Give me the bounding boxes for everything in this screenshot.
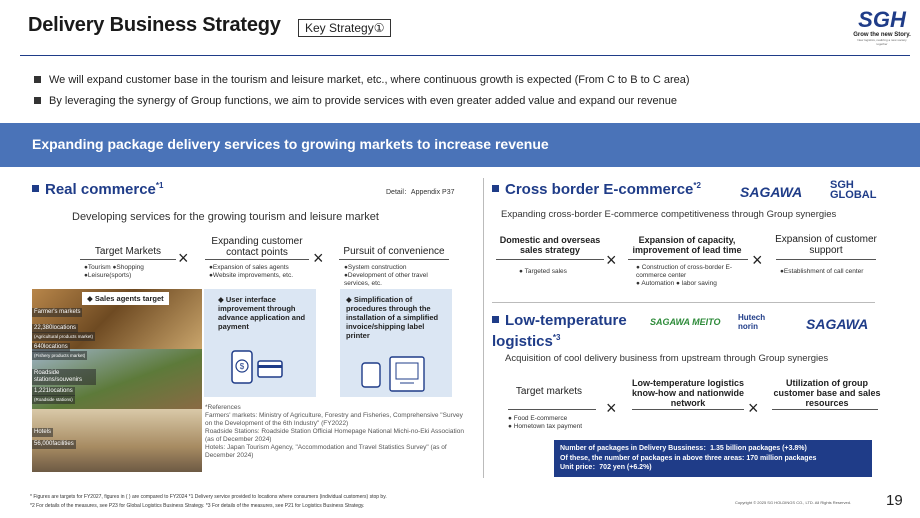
convenience-items: ●System construction ●Development of other travel services, etc. xyxy=(344,264,428,287)
logo-tagline: Grow the new Story. xyxy=(853,32,911,38)
simplification-text: ◆ Simplification of procedures through the installation of a simplified invoice/shipping label printer xyxy=(346,295,439,340)
detail-reference: Detail：Appendix P37 xyxy=(386,189,455,196)
capacity-items: ● Construction of cross-border E-commerce center ● Automation ● labor saving xyxy=(636,264,733,287)
heading-underline xyxy=(496,259,604,260)
sales-strategy-heading: Domestic and overseas sales strategy xyxy=(499,235,601,255)
heading-underline xyxy=(772,409,878,410)
ui-improvement-text: ◆ User interface improvement through advance application and payment xyxy=(218,295,306,331)
roadside-station-label: Roadside stations/souvenirs xyxy=(32,369,96,385)
smartphone-payment-icon xyxy=(228,347,288,387)
low-temp-target-heading: Target markets xyxy=(515,386,583,397)
sales-agents-target-label: ◆ Sales agents target xyxy=(82,292,169,305)
company-logo xyxy=(852,8,912,46)
real-commerce-title-text: Real commerce xyxy=(45,181,156,198)
vertical-divider xyxy=(483,178,484,478)
convenience-heading: Pursuit of convenience xyxy=(343,246,445,257)
heading-underline xyxy=(80,259,176,260)
times-icon: × xyxy=(748,398,759,418)
times-icon: × xyxy=(178,248,189,268)
packages-info-box xyxy=(554,440,872,477)
footnote-2: *2 For details of the measures, see P23 for Global Logistics Business Strategy. *3 For details of the measures, see P21 for Logistics Business Strategy. xyxy=(30,503,365,509)
cross-border-sup: *2 xyxy=(693,181,701,190)
heading-underline xyxy=(205,259,309,260)
hotels-label: Hotels xyxy=(34,429,52,435)
times-icon: × xyxy=(606,398,617,418)
times-icon: × xyxy=(313,248,324,268)
support-items: ●Establishment of call center xyxy=(780,268,864,275)
heading-underline xyxy=(508,409,596,410)
ui-improvement-box xyxy=(204,289,316,397)
sales-agents-target-text: Sales agents target xyxy=(94,294,164,303)
section-square-icon xyxy=(492,316,499,323)
farmers-market-label: Farmer's markets xyxy=(34,309,81,315)
intro-bullet-1: We will expand customer base in the tourism and leisure market, etc., where continuous growth is expected (From C to B to C area) xyxy=(34,74,690,86)
copyright: Copyright © 2025 SG HOLDINGS CO., LTD. All Rights Reserved. xyxy=(735,500,852,505)
times-icon: × xyxy=(752,250,763,270)
target-markets-heading: Target Markets xyxy=(94,246,162,257)
intro-bullet-2: By leveraging the synergy of Group functions, we aim to provide services with even greater added value and expand our revenue xyxy=(34,95,677,107)
heading-underline xyxy=(632,409,744,410)
real-commerce-sup: *1 xyxy=(155,181,164,190)
fishery-market-note: (Fishery products market) xyxy=(34,353,86,358)
horizontal-divider xyxy=(492,302,875,303)
sales-strategy-items: ● Targeted sales xyxy=(519,268,567,275)
logo-mark: SGH xyxy=(858,7,906,32)
customer-base-heading: Utilization of group customer base and sales resources xyxy=(773,378,881,408)
section-square-icon xyxy=(492,185,499,192)
heading-underline xyxy=(339,259,449,260)
heading-underline xyxy=(776,259,876,260)
roadside-station-count: 1,221locations xyxy=(34,388,73,394)
sagawa-logo: SAGAWA xyxy=(740,184,803,200)
fishery-market-count: 640locations xyxy=(34,344,68,350)
sagawa-meito-logo: SAGAWA MEITO xyxy=(650,317,721,327)
label-printer-icon xyxy=(360,355,430,393)
packages-info-line-1: Number of packages in Delivery Bussiness：1.35 billion packages (+3.8%) xyxy=(560,445,807,452)
simplification-text-value: Simplification of procedures through the installation of a simplified invoice/shipping label printer xyxy=(346,295,439,340)
know-how-heading: Low-temperature logistics know-how and nationwide network xyxy=(631,378,745,408)
packages-info-line-3: Unit price：702 yen (+6.2%) xyxy=(560,464,652,471)
farmers-market-note: (Agricultural products market) xyxy=(34,334,94,339)
support-heading: Expansion of customer support xyxy=(775,234,877,256)
header-divider xyxy=(20,55,910,56)
ui-improvement-text-value: User interface improvement through advance application and payment xyxy=(218,295,306,331)
low-temp-title-text: Low-temperature logistics xyxy=(492,312,627,350)
section-square-icon xyxy=(32,185,39,192)
times-icon: × xyxy=(606,250,617,270)
hutech-norin-logo: Hutech norin xyxy=(738,313,766,331)
roadside-station-note: (Roadside stations) xyxy=(34,397,73,402)
cross-border-title-text: Cross border E-commerce xyxy=(505,181,694,198)
cross-border-subtitle: Expanding cross-border E-commerce competitiveness through Group synergies xyxy=(501,209,837,220)
sagawa-logo-2: SAGAWA xyxy=(806,316,869,332)
footnote-1: * Figures are targets for FY2027, figures in ( ) are compared to FY2024 *1 Delivery service provided to locations where consumers (individual customers) stop by. xyxy=(30,494,387,500)
sgh-global-logo: SGH GLOBAL xyxy=(830,179,877,201)
page-title: Delivery Business Strategy xyxy=(28,14,281,36)
real-commerce-subtitle: Developing services for the growing tourism and leisure market xyxy=(72,211,379,223)
svg-text:$: $ xyxy=(239,362,245,371)
target-markets-items: ●Tourism ●Shopping ●Leisure(sports) xyxy=(84,264,144,279)
page-number: 19 xyxy=(886,492,903,509)
heading-underline xyxy=(628,259,748,260)
contact-points-items: ●Expansion of sales agents ●Website improvements, etc. xyxy=(209,264,294,279)
contact-points-heading: Expanding customer contact points xyxy=(211,236,303,258)
low-temp-title xyxy=(492,312,642,350)
low-temp-sup: *3 xyxy=(552,333,561,342)
hotels-count: 56,000facilities xyxy=(34,441,74,447)
real-commerce-title xyxy=(32,181,163,198)
low-temp-target-items: ● Food E-commerce ● Hometown tax payment xyxy=(508,415,583,430)
cross-border-title xyxy=(492,181,701,198)
logo-subline: New logistics, realizing a new society together xyxy=(857,38,907,46)
capacity-heading: Expansion of capacity, improvement of lead time xyxy=(632,235,742,255)
key-strategy-tag: Key Strategy① xyxy=(298,19,391,37)
low-temp-subtitle: Acquisition of cool delivery business from upstream through Group synergies xyxy=(505,353,829,364)
references-note: *References Farmers' markets: Ministry of Agriculture, Forestry and Fisheries, Comprehensive "Survey on the Development of the 6th Industry" (FY2022) Roadside Stations: Roadside Station Official Homepage National Michi-no-Eki Association (as of December 2024) Hotels: Japan Tourism Agency, "Accommodation and Travel Statistics Survey" (as of December 2024) xyxy=(205,404,464,459)
strategy-banner: Expanding package delivery services to growing markets to increase revenue xyxy=(0,123,920,167)
simplification-box xyxy=(340,289,452,397)
sales-agents-photos xyxy=(32,289,202,472)
farmers-market-count: 22,380locations xyxy=(34,325,77,331)
packages-info-line-2: Of these, the number of packages in above three areas: 170 million packages xyxy=(560,454,817,462)
